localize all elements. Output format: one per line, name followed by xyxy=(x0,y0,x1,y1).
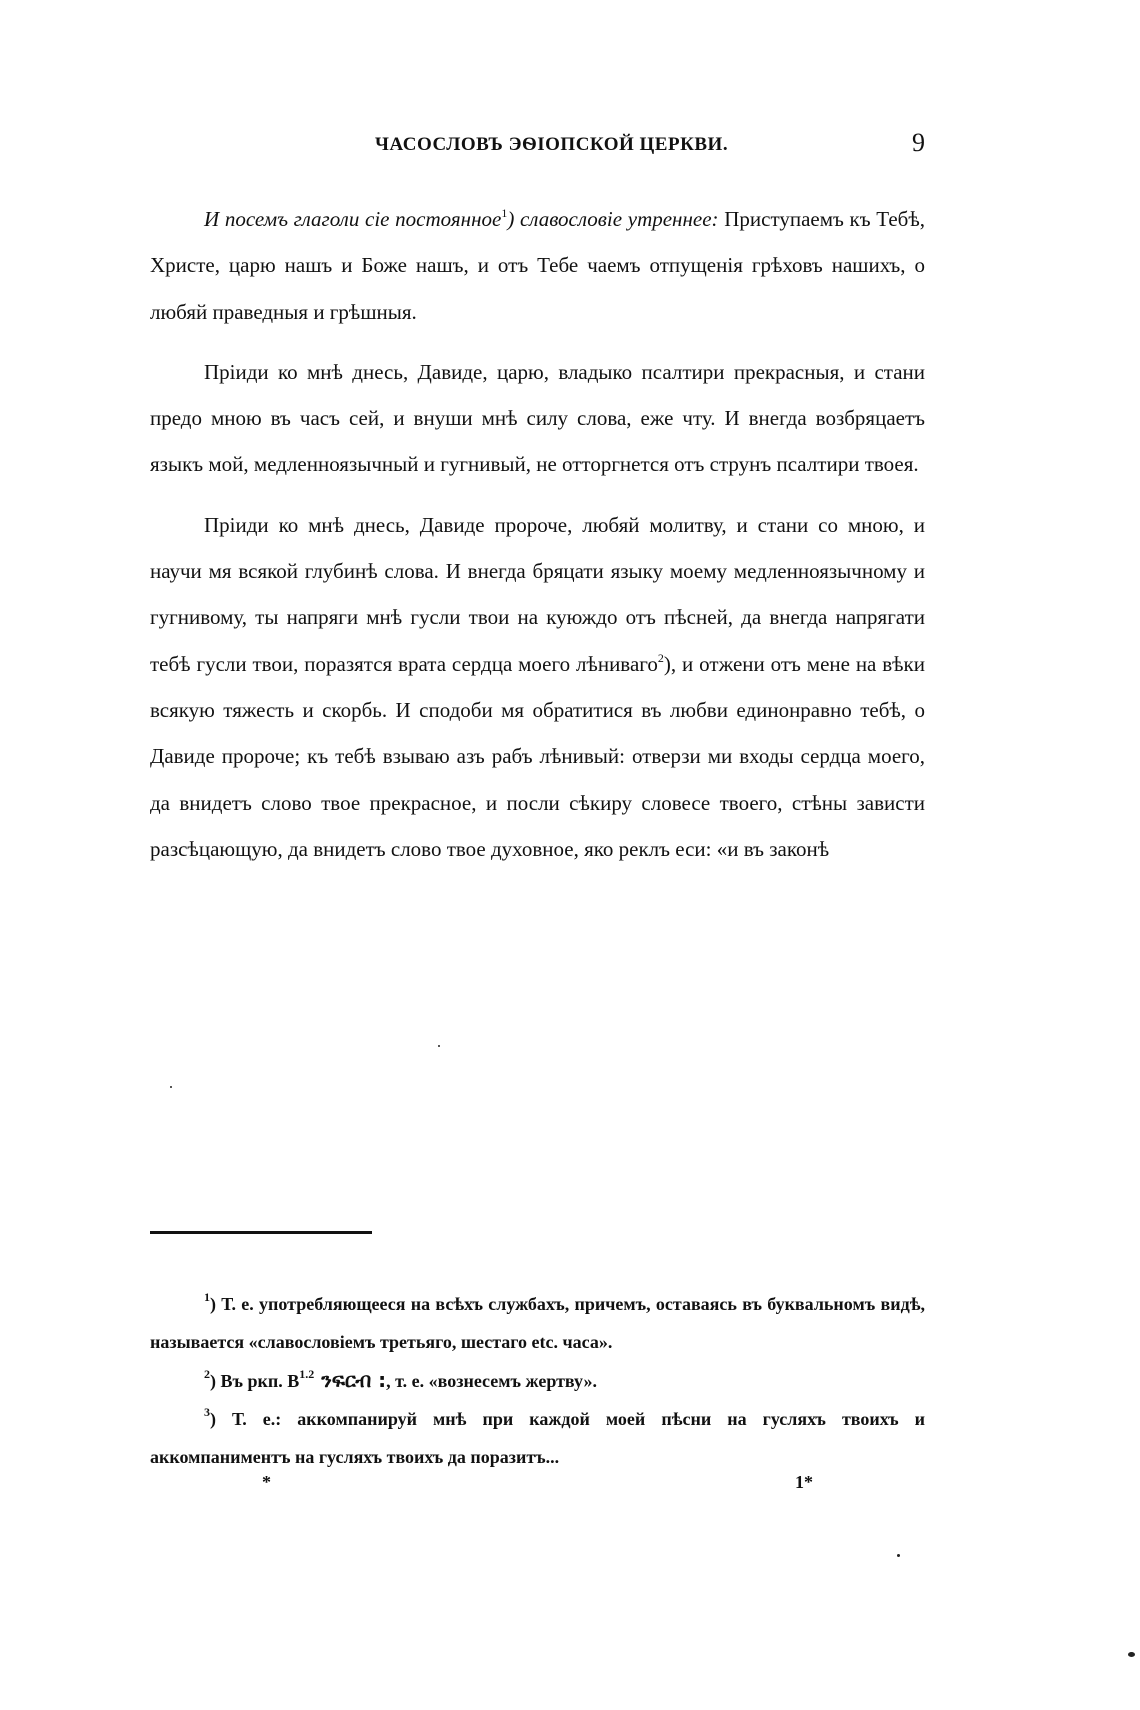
footnote-3-text: ) Т. е.: аккомпанируй мнѣ при каждой моей пѣсни на гусляхъ твоихъ и аккомпаниментъ на гусляхъ твоихъ да поразитъ... xyxy=(150,1409,925,1467)
ink-speck xyxy=(170,1086,172,1088)
footnote-separator xyxy=(150,1231,372,1234)
footnotes xyxy=(150,1285,925,1476)
printer-signature xyxy=(150,1472,925,1502)
paragraph-3-text-a: Пріиди ко мнѣ днесь, Давиде пророче, любяй молитву, и стани со мною, и научи мя всякой глубинѣ слова. И внегда бряцати языку моему медленноязычному и гугнивому, ты напряги мнѣ гусли твои на куюждо отъ пѣсней, да внегда напрягати тебѣ гусли твои, поразятся врата сердца моего лѣниваго xyxy=(150,512,925,676)
signature-sheet-number: 1* xyxy=(795,1472,813,1492)
footnote-2 xyxy=(150,1361,925,1400)
footnote-2-ethiopic: ንፍርብ : xyxy=(314,1368,387,1392)
running-head: ЧАСОСЛОВЪ ЭѲІОПСКОЙ ЦЕРКВИ. xyxy=(375,134,729,155)
footnote-3 xyxy=(150,1400,925,1476)
paragraph-1-italic-b: ) славословіе утреннее: xyxy=(507,207,719,231)
footnote-1 xyxy=(150,1285,925,1361)
footnote-3-mark: 3 xyxy=(204,1405,210,1419)
page-header xyxy=(150,128,925,164)
footnote-1-mark: 1 xyxy=(204,1290,210,1304)
paragraph-3-text-b: ), и отжени отъ мене на вѣки всякую тяжесть и скорбь. И сподоби мя обратитися въ любви единонравно тебѣ, о Давиде пророче; къ тебѣ взываю азъ рабъ лѣнивый: отверзи ми входы сердца моего, да внидетъ слово твое прекрасное, и посли сѣкиру словесе твоего, стѣны зависти разсѣцающую, да внидетъ слово твое духовное, яко реклъ еси: «и въ законѣ xyxy=(150,651,926,861)
paragraph-1-text: Приступаемъ къ Тебѣ, Христе, царю нашъ и Боже нашъ, и отъ Тебе чаемъ отпущенія грѣховъ нашихъ, о любяй праведныя и грѣшныя. xyxy=(150,207,925,324)
paragraph-1-italic-a: И посемъ глаголи сіе постоянное xyxy=(204,207,502,231)
paragraph-2: Пріиди ко мнѣ днесь, Давиде, царю, владыко псалтири прекрасныя, и стани предо мною въ часъ сей, и внуши мнѣ силу слова, еже чту. И внегда возбряцаетъ языкъ мой, медленноязычный и гугнивый, не отторгнется отъ струнъ псалтири твоея. xyxy=(150,359,925,477)
footnote-1-text: ) Т. е. употребляющееся на всѣхъ службахъ, причемъ, оставаясь въ буквальномъ видѣ, называется «славословіемъ третьяго, шестаго etc. часа». xyxy=(150,1294,925,1352)
signature-star: * xyxy=(262,1472,271,1492)
ink-speck xyxy=(1128,1652,1135,1657)
footnote-ref-2: 2 xyxy=(657,650,664,665)
paragraph-3 xyxy=(150,502,925,872)
footnote-2-text-a: ) Въ ркп. B xyxy=(210,1371,300,1391)
paragraph-1 xyxy=(150,196,925,335)
footnote-2-mark: 2 xyxy=(204,1367,210,1381)
ink-speck xyxy=(897,1554,900,1557)
footnote-ref-1: 1 xyxy=(501,206,508,220)
footnote-2-text-b: , т. е. «вознесемъ жертву». xyxy=(386,1371,597,1391)
main-text xyxy=(150,196,925,886)
ink-speck xyxy=(438,1045,440,1047)
footnote-2-sup: 1.2 xyxy=(299,1367,315,1381)
page-number: 9 xyxy=(912,128,925,157)
